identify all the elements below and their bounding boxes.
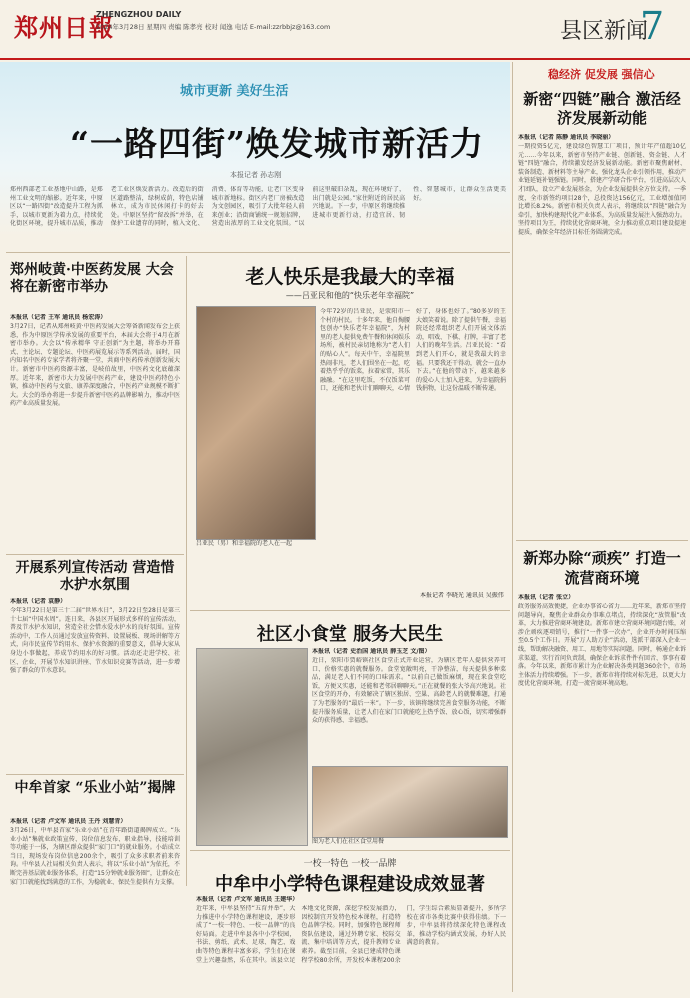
masthead — [0, 0, 690, 62]
yixiao-byline: 本报讯（记者 卢文军 通讯员 王建华） — [196, 896, 299, 903]
laoren-author: 本报记者 李晓光 通讯员 吴振伟 — [420, 592, 504, 599]
right-divider — [516, 540, 688, 541]
laoren-body: 今年72岁的吕亚民，是荥阳市一个村的村民。十多年来，他自掏腰包创办“快乐老年幸福院”，为村里的老人提供免费午餐和休闲娱乐场所，被村民亲切地称为“老人们的贴心人”。每天中午，幸福院里热闹非凡，老人们围坐在一起，吃着热乎乎的饭菜，拉着家常，其乐融融。“在这里吃饭，不仅饭菜可口，还能和老伙计们聊聊天，心情好了，身体也好了。”80多岁的王大娘笑着说。除了提供午餐，幸福院还经常组织老人们开展文体活动，唱戏、下棋、打牌，丰富了老人们的晚年生活。吕亚民说：“看到老人们开心，就是我最大的幸福。只要我还干得动，就会一直办下去。”在他的带动下，越来越多的爱心人士加入进来，为幸福院捐钱捐物，让这份温暖不断传递。 — [320, 308, 506, 393]
leye-body: 3月26日，中牟县首家“乐业小站”在青年路街道揭牌成立。“乐业小站”集就业政策宣传、岗位信息发布、职业指导、技能培训等功能于一体，为辖区群众提供“家门口”的就业服务。小站成立当日，现场发布岗位信息200余个，吸引了众多求职者前来咨询。中牟县人社局相关负责人表示，将以“乐业小站”为依托，不断完善基层就业服务体系，打造“15分钟就业服务圈”，让群众在家门口就能找到满意的工作，为稳就业、保民生提供有力支撑。 — [10, 827, 180, 886]
lead-headline: “一路四街”焕发城市新活力 — [70, 124, 484, 163]
masthead-rule — [0, 58, 690, 60]
yixiao-kicker: 一校一特色 一校一品牌 — [303, 859, 397, 869]
lead-body: 郑州西部老工业基地中山路，是郑州工业文明的缩影。近年来，中原区以“一路四街”改造提升工程为抓手，以城市更新为着力点，持续优化街区环境，提升城市品质，推动老工业区焕发新活力。改造后的街区道路整洁，绿树成荫，特色店铺林立，成为市民休闲打卡的好去处。中原区坚持“留改拆”并举，在保护工业遗存的同时，植入文化、消费、体育等功能，让老厂区变身城市新地标。街区内老厂房被改造为文创园区，吸引了大批年轻人前来创业；沿街商铺统一规划招牌，营造出浓厚的工业文化氛围。“以前这里破旧杂乱，现在环境好了，出门就是公园。”家住附近的居民高兴地说。下一步，中原区将继续推进城市更新行动，打造宜居、韧性、智慧城市，让群众生活更美好。 — [10, 186, 506, 228]
right-bottom-headline: 新郑办除“顽疾” 打造一流营商环境 — [523, 549, 681, 587]
left-divider-1 — [6, 554, 184, 555]
newspaper-english-name: ZHENGZHOU DAILY — [96, 10, 182, 19]
right-bottom-body: 政务服务高效便捷，企业办事省心省力……近年来，新郑市坚持问题导向，聚焦企业群众办事难点堵点，持续深化“放管服”改革，大力推进营商环境建设。新郑市建立营商环境问题台账，对涉企顽疾逐项销号，推行“一件事一次办”，企业开办时间压缩至0.5个工作日。开展“万人助万企”活动，选派干部深入企业一线，帮助解决融资、用工、用地等实际问题。同时，畅通企业诉求渠道，实行首问负责制，确保企业诉求件件有回音、事事有着落。今年以来，新郑市累计为企业解决各类问题360余个，市场主体活力持续增强。下一步，新郑市将持续对标先进，以更大力度优化营商环境，打造一流营商环境高地。 — [518, 603, 686, 688]
zhongyiyao-body: 3月27日，记者从郑州岐黄·中医药发展大会筹备新闻发布会上获悉，作为中原医学传承发展的重要平台，本届大会将于4月在新密市举办。大会以“传承精华 守正创新”为主题，将举办开幕式、主论坛、专题论坛、中医药展览展示等系列活动。届时，国内知名中医药专家学者将齐聚一堂，共商中医药传承创新发展大计。新密市中医药资源丰富，是岐伯故里，中医药文化底蕴深厚。近年来，新密市大力发展中医药产业，建设中医药特色小镇，推动中医药与文旅、康养深度融合，中医药产业规模不断扩大。大会的举办将进一步提升新密中医药品牌影响力，推动中医药产业高质量发展。 — [10, 323, 180, 408]
lead-byline: 本报记者 孙志刚 — [230, 171, 282, 179]
issue-info: 2024年3月28日 星期四 责编 陈孝亮 校对 闻逸 电话 E-mail:zzrbbjz@163.com — [96, 23, 331, 31]
right-top-byline: 本报讯（记者 陈静 通讯员 李晓丽） — [518, 134, 615, 141]
yixiao-headline: 中牟中小学特色课程建设成效显著 — [215, 874, 485, 895]
page-number: 7 — [640, 4, 665, 48]
laoren-headline: 老人快乐是我最大的幸福 — [245, 266, 455, 288]
canteen-headline: 社区小食堂 服务大民生 — [256, 624, 444, 645]
column-divider — [512, 62, 513, 992]
canteen-photo-caption: 图为老人们在社区食堂用餐 — [312, 838, 385, 845]
yixiao-body: 近年来，中牟县坚持“五育并举”，大力推进中小学特色课程建设，逐步形成了“一校一特色、一校一品牌”的良好局面。走进中牟县各中小学校园，书法、剪纸、武术、足球、陶艺、戏曲等特色课程丰富多彩，学生们在课堂上兴趣盎然，乐在其中。该县立足本地文化资源，深挖学校发展潜力，因校制宜开发特色校本课程，打造特色品牌学校。同时，加强特色课程师资队伍建设，通过外聘专家、校际交流、集中培训等方式，提升教师专业素养。截至目前，全县已建成特色课程学校80余所，开发校本课程200余门，学生综合素质显著提升，多所学校在省市各类比赛中获得佳绩。下一步，中牟县将持续深化特色课程改革，推动学校内涵式发展，办好人民满意的教育。 — [196, 905, 506, 964]
newspaper-logo: 郑州日報 — [14, 13, 114, 42]
banner-tag: 城市更新 美好生活 — [180, 84, 289, 99]
left-divider-2 — [6, 774, 184, 775]
zhongyiyao-byline: 本报讯（记者 王军 通讯员 杨宏涛） — [10, 314, 107, 321]
laoren-photo — [196, 306, 316, 540]
right-top-body: 一期投资5亿元，建设绿色智慧工厂项目，预计年产值超10亿元……今年以来，新密市坚持产业链、创新链、资金链、人才链“四链”融合，持续激发经济发展新动能。新密市聚焦耐材、装备制造、新材料等主导产业，强化龙头企业引领作用，推动产业链延链补链强链。同时，搭建产学研合作平台，引进高层次人才团队，设立产业发展基金，为企业发展提供全方位支持。一季度，全市新签约项目28个，总投资达156亿元，工业增加值同比增长8.2%。新密市相关负责人表示，将继续以“四链”融合为牵引，加快构建现代化产业体系，为高质量发展注入强劲动力。坚持项目为王，持续优化营商环境，全力推动重点项目建设提速提质，确保全年经济目标任务圆满完成。 — [518, 143, 686, 236]
canteen-photo-2 — [312, 766, 508, 838]
left-column-divider — [186, 256, 187, 886]
canteen-byline: 本报讯（记者 史治国 通讯员 薛玉芝 文/图） — [312, 648, 431, 655]
right-top-headline: 新密“四链”融合 激活经济发展新动能 — [523, 90, 681, 127]
section-name: 县区新闻 — [560, 19, 649, 44]
canteen-photo — [196, 648, 308, 846]
xuanchuan-headline: 开展系列宣传活动 营造惜水护水氛围 — [15, 560, 175, 593]
laoren-subtitle: ——吕亚民和他的“快乐老年幸福院” — [285, 291, 415, 300]
leye-byline: 本报讯（记者 卢文军 通讯员 王丹 刘慧青） — [10, 818, 127, 825]
xuanchuan-byline: 本报讯（记者 袁静） — [10, 598, 67, 605]
bottom-divider — [190, 850, 510, 851]
laoren-photo-caption: 吕亚民（男）和幸福院的老人在一起 — [196, 540, 293, 547]
zhongyiyao-headline: 郑州岐黄·中医药发展 大会将在新密市举办 — [10, 262, 174, 295]
right-bottom-byline: 本报讯（记者 张立） — [518, 594, 575, 601]
xuanchuan-body: 今年3月22日是第三十二届“世界水日”，3月22日至28日是第三十七届“中国水周”。连日来，各县区开展形式多样的宣传活动，普及节水护水知识，营造全社会惜水爱水护水的良好氛围。宣传活动中，工作人员通过发放宣传资料、设置展板、现场讲解等方式，向市民宣传节约用水、保护水资源的重要意义，倡导大家从身边小事做起，养成节约用水的好习惯。活动还走进学校、社区、企业，开展节水知识讲座、节水知识竞赛等活动，进一步增强了群众的节水意识。 — [10, 607, 180, 675]
canteen-divider — [190, 610, 510, 611]
lead-divider — [6, 252, 510, 253]
slogan-banner: 稳经济 促发展 强信心 — [548, 68, 655, 81]
canteen-body: 近日，荥阳市贾峪镇社区食堂正式开业运营，为辖区老年人提供营养可口、价格实惠的就餐服务。食堂宽敞明亮，干净整洁，每天提供多种菜品，满足老人们不同的口味需求。“以前自己做饭麻烦，现在来食堂吃饭，方便又实惠，还能和老邻居聊聊天。”正在就餐的张大爷高兴地说。社区食堂的开办，有效解决了辖区独居、空巢、高龄老人的就餐难题，打通了为老服务的“最后一米”。下一步，该镇将继续完善食堂服务功能，不断提升服务质量，让老人们在家门口就能吃上热乎饭、放心饭，切实增强群众的获得感、幸福感。 — [312, 657, 506, 725]
leye-headline: 中牟首家 “乐业小站”揭牌 — [14, 780, 176, 796]
